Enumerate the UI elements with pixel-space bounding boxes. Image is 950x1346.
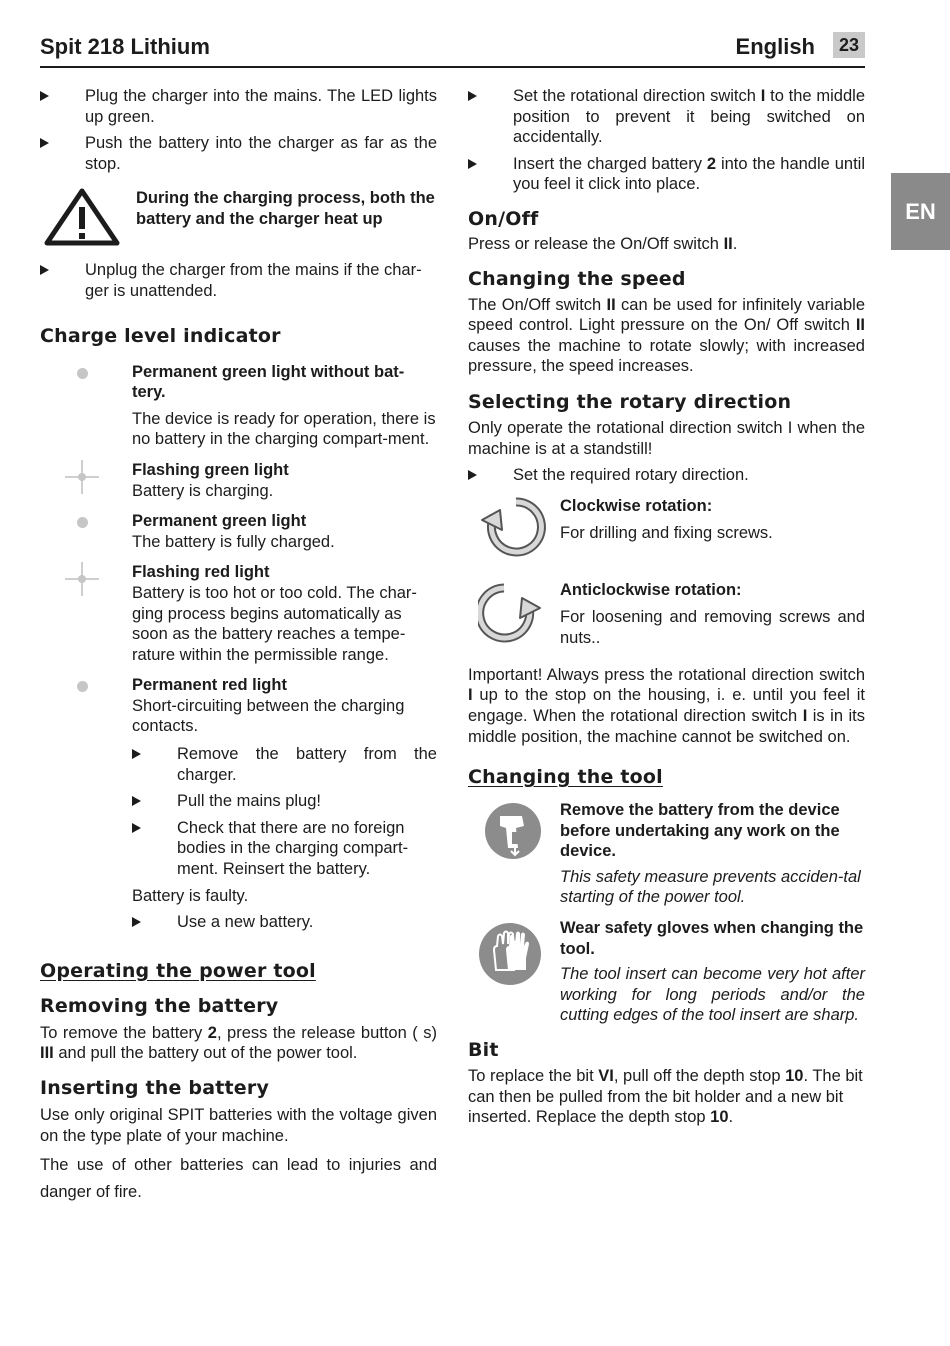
safety2-title: Wear safety gloves when changing the tool. <box>560 919 864 958</box>
bullet-triangle-icon <box>132 749 141 759</box>
led-flashing-icon <box>65 562 99 596</box>
heading-changing-tool: Changing the tool <box>468 766 663 789</box>
safety-gloves <box>468 918 865 1026</box>
clockwise-text: For drilling and fixing screws. <box>560 524 773 543</box>
left-column <box>40 86 437 1206</box>
bullet-triangle-icon <box>132 917 141 927</box>
safety-gloves-icon <box>478 922 542 986</box>
removing-battery-text: To remove the battery 2, press the release button ( s) III and pull the battery out of the power tool. <box>40 1023 437 1063</box>
warning-triangle-icon <box>44 188 120 246</box>
led-steady-icon <box>77 517 88 528</box>
safety-remove-battery <box>468 800 865 908</box>
step-remove-battery: Remove the battery from the charger. <box>132 744 437 785</box>
bullet-push-battery: Push the battery into the charger as far as the stop. <box>40 133 437 174</box>
bullet-plug-charger: Plug the charger into the mains. The LED lights up green. <box>40 86 437 127</box>
clockwise-title: Clockwise rotation: <box>560 496 713 515</box>
safety2-text: The tool insert can become very hot after working for long periods and/or the cutting edges of the tool insert are sharp. <box>560 965 865 1025</box>
bullet-triangle-icon <box>132 796 141 806</box>
safety1-text: This safety measure prevents acciden-tal starting of the power tool. <box>560 867 861 907</box>
important-text: Important! Always press the rotational direction switch I up to the stop on the housing, i. e. until you feel it engage. When the rotational direction switch I is in its middle position, the machine cannot be switched on. <box>468 665 865 746</box>
anticlockwise-arrow-icon <box>478 580 546 644</box>
page-number: 23 <box>833 32 865 58</box>
indicator-flashing-green: Flashing green light Battery is charging. <box>40 460 437 501</box>
language-label: English <box>735 34 815 59</box>
step-check-bodies: Check that there are no foreign bodies in the charging compart-ment. Reinsert the battery. <box>132 818 437 880</box>
clockwise-rotation <box>468 496 865 566</box>
bullet-set-middle: Set the rotational direction switch I to the middle position to prevent it being switched on accidentally. <box>468 86 865 148</box>
bit-text: To replace the bit VI, pull off the depth stop 10. The bit can then be pulled from the bit holder and a new bit inserted. Replace the depth stop 10. <box>468 1067 863 1127</box>
heading-inserting-battery: Inserting the battery <box>40 1077 270 1099</box>
battery-faulty-text: Battery is faulty. <box>132 886 249 905</box>
right-column <box>468 86 865 1128</box>
bullet-triangle-icon <box>40 91 49 101</box>
remove-battery-icon <box>484 802 542 860</box>
heading-on-off: On/Off <box>468 207 539 230</box>
bullet-triangle-icon <box>468 470 477 480</box>
led-steady-icon <box>77 681 88 692</box>
red-light-steps <box>40 744 437 933</box>
inserting-battery-text: Use only original SPIT batteries with the voltage given on the type plate of your machine. <box>40 1106 437 1145</box>
led-steady-icon <box>77 368 88 379</box>
bullet-triangle-icon <box>132 823 141 833</box>
heading-bit: Bit <box>468 1039 499 1062</box>
speed-text: The On/Off switch II can be used for infinitely variable speed control. Light pressure on the On/ Off switch II causes the machine to rotate slowly; with increased pressure, the speed increases. <box>468 295 865 376</box>
indicator-permanent-green: Permanent green light The battery is fully charged. <box>40 511 437 552</box>
rotary-text: Only operate the rotational direction switch I when the machine is at a standstill! <box>468 418 865 458</box>
led-flashing-icon <box>65 460 99 494</box>
heading-removing-battery: Removing the battery <box>40 994 279 1017</box>
page-header <box>40 30 865 68</box>
anticlockwise-rotation <box>468 580 865 650</box>
warning-text: During the charging process, both the battery and the charger heat up <box>136 189 435 228</box>
indicator-flashing-red: Flashing red light Battery is too hot or too cold. The char-ging process begins automatically as soon as the battery reaches a tempe-rature within the permissible range. <box>40 562 437 665</box>
step-new-battery: Use a new battery. <box>132 912 437 933</box>
bullet-triangle-icon <box>468 91 477 101</box>
bullet-unplug: Unplug the charger from the mains if the char-ger is unattended. <box>40 260 437 301</box>
manual-title: Spit 218 Lithium <box>40 34 210 59</box>
anticlockwise-title: Anticlockwise rotation: <box>560 580 742 599</box>
bullet-triangle-icon <box>40 265 49 275</box>
language-tab: EN <box>891 173 950 250</box>
bullet-triangle-icon <box>468 159 477 169</box>
heading-charge-level: Charge level indicator <box>40 324 281 347</box>
heading-operating: Operating the power tool <box>40 959 316 982</box>
on-off-text: Press or release the On/Off switch II. <box>468 234 738 253</box>
bullet-set-rotary: Set the required rotary direction. <box>468 465 865 486</box>
bullet-triangle-icon <box>40 138 49 148</box>
indicator-permanent-green-no-battery: Permanent green light without bat-tery. The device is ready for operation, there is no battery in the charging compart-ment. <box>40 362 437 450</box>
heading-rotary-direction: Selecting the rotary direction <box>468 390 792 413</box>
clockwise-arrow-icon <box>478 496 546 560</box>
safety1-title: Remove the battery from the device before undertaking any work on the device. <box>560 801 840 861</box>
warning-note <box>40 188 437 246</box>
heading-changing-speed: Changing the speed <box>468 267 686 290</box>
other-batteries-warning: The use of other batteries can lead to injuries and danger of fire. <box>40 1156 437 1202</box>
bullet-insert-battery: Insert the charged battery 2 into the handle until you feel it click into place. <box>468 154 865 195</box>
anticlockwise-text: For loosening and removing screws and nuts.. <box>560 608 865 647</box>
indicator-permanent-red: Permanent red light Short-circuiting between the charging contacts. <box>40 675 437 737</box>
step-pull-plug: Pull the mains plug! <box>132 791 437 812</box>
